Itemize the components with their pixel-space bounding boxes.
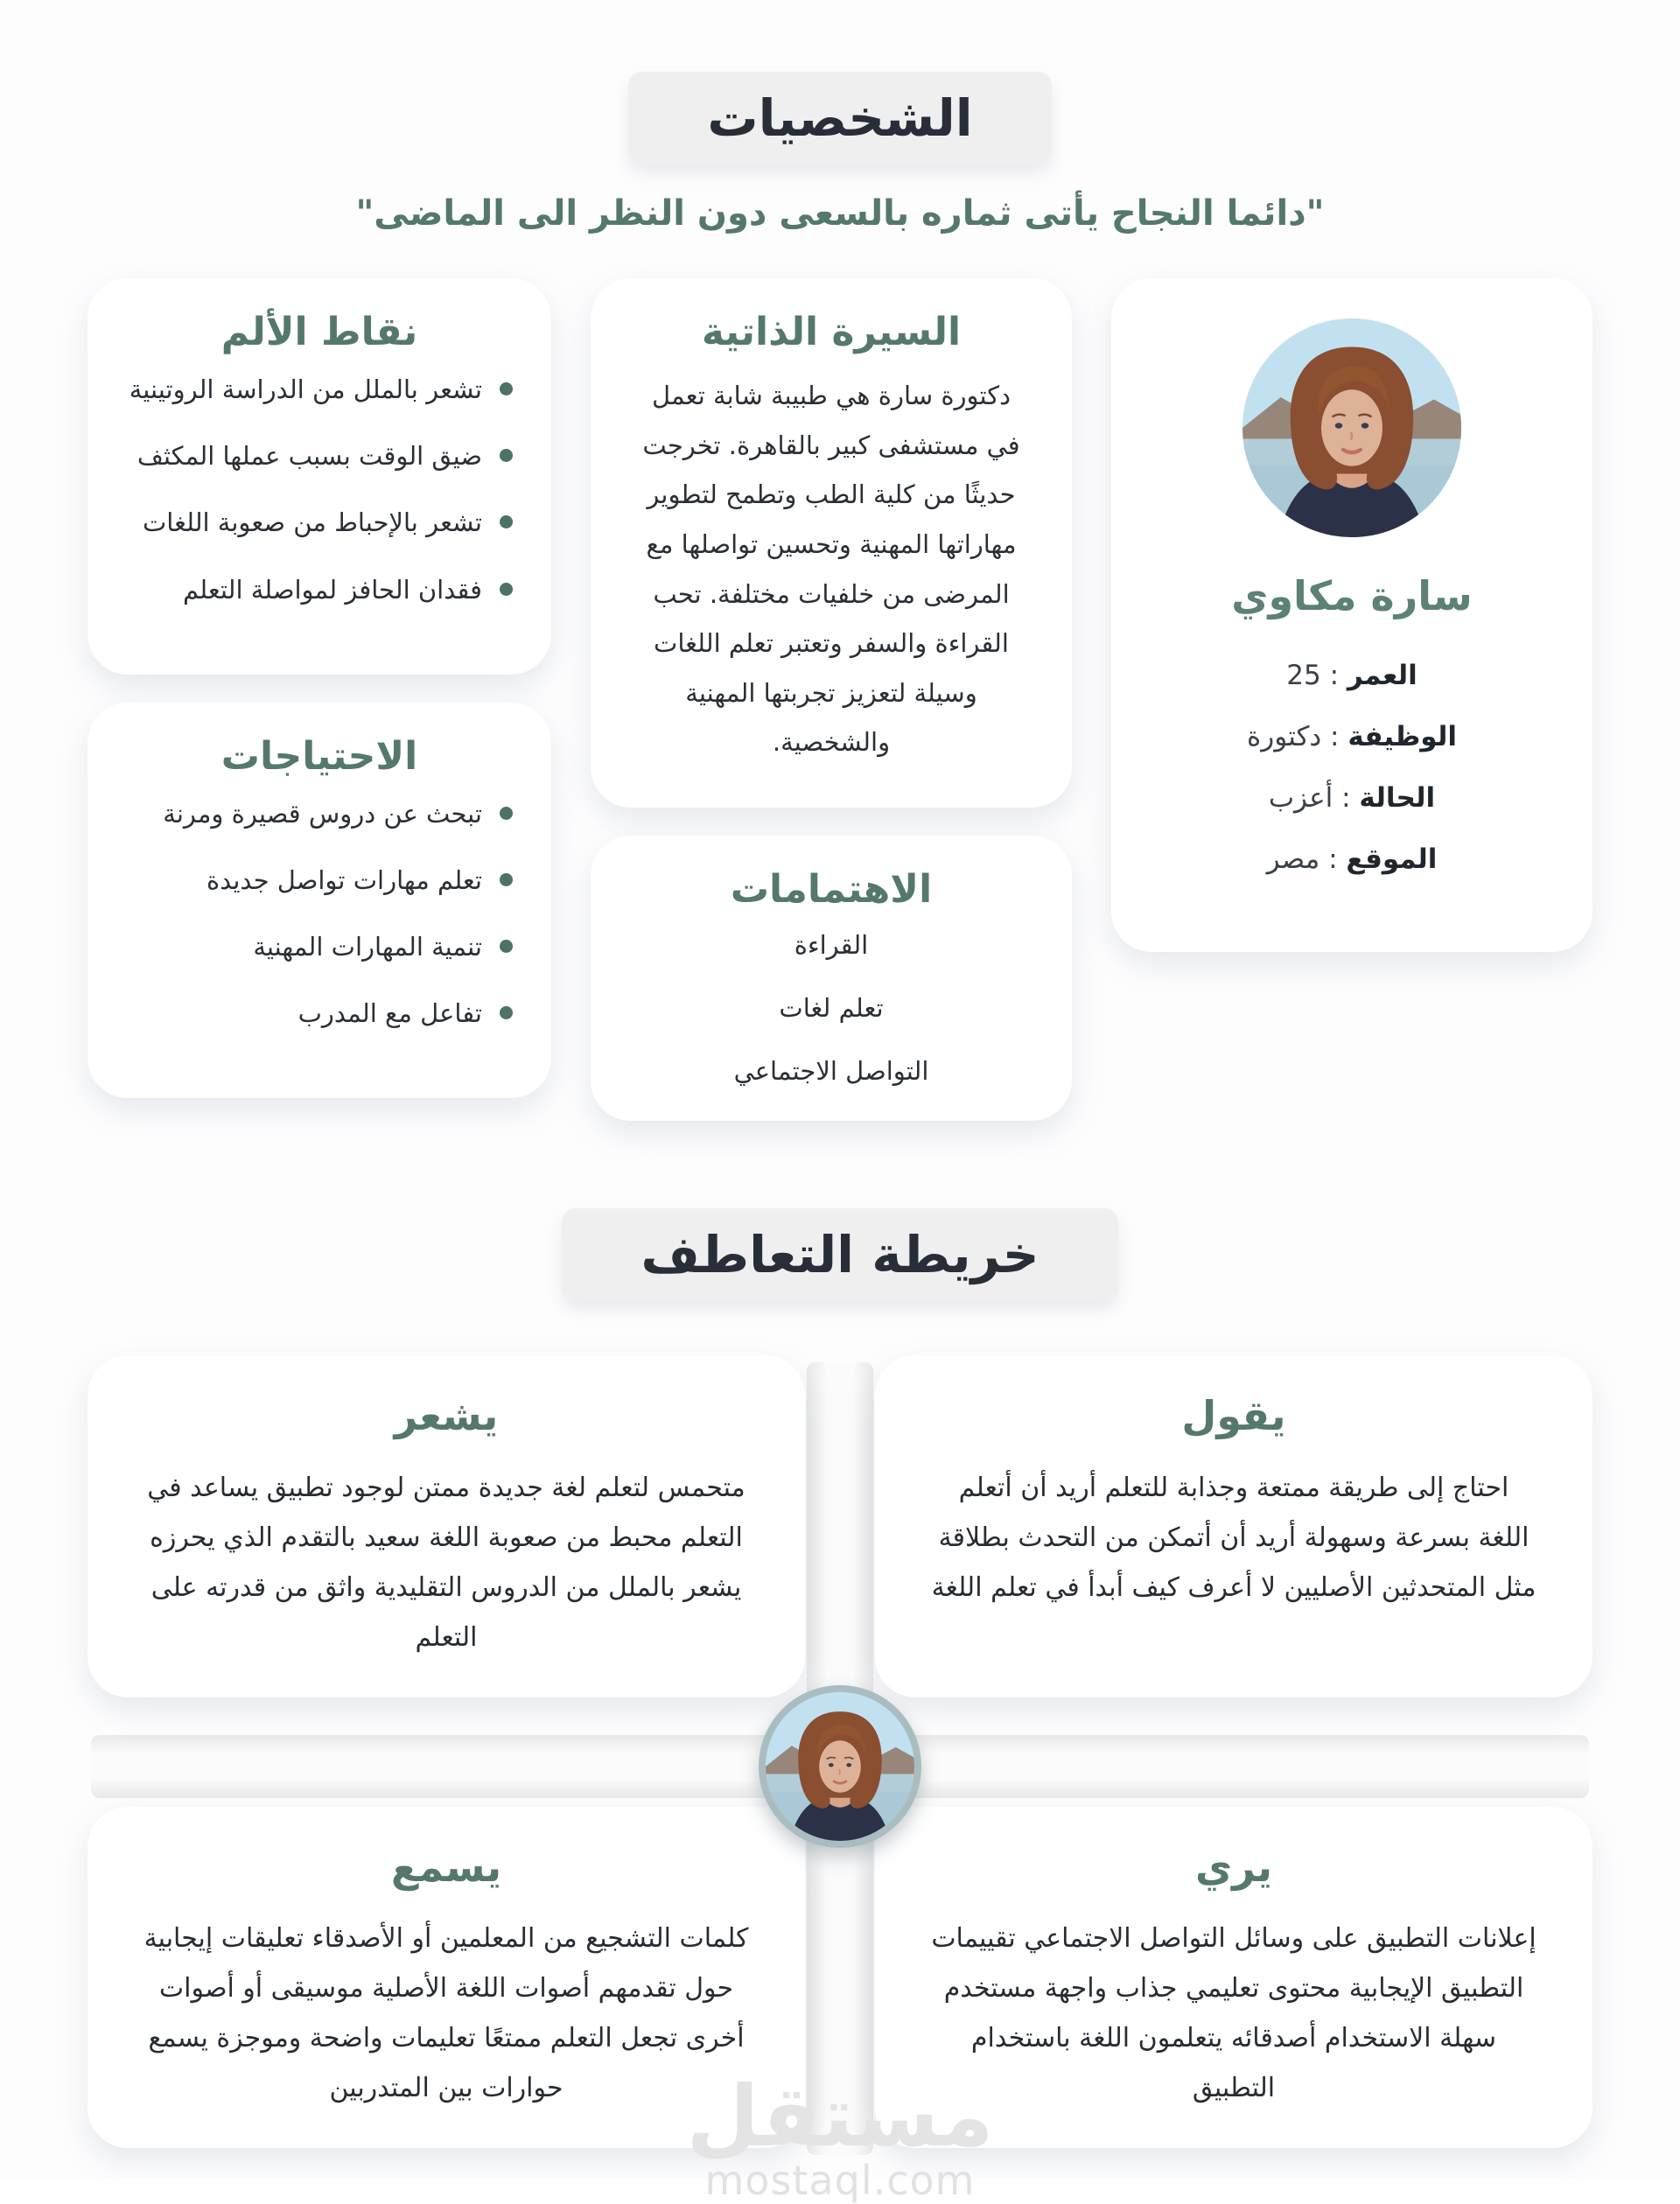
needs-card	[88, 703, 551, 1099]
detail-value: مصر	[1266, 843, 1320, 875]
list-item: تعلم مهارات تواصل جديدة	[114, 862, 513, 899]
pain-points-list	[88, 371, 551, 674]
list-item: ضيق الوقت بسبب عملها المكثف	[114, 437, 513, 474]
interests-list	[591, 930, 1072, 1121]
persona-details	[1146, 660, 1558, 875]
bullet-icon	[500, 583, 513, 596]
persona-quote: "دائما النجاح يأتى ثماره بالسعى دون النظر الى الماضى"	[355, 193, 1325, 234]
bullet-icon	[500, 449, 513, 462]
interest-item: القراءة	[794, 930, 869, 961]
detail-separator: :	[1320, 660, 1348, 691]
persona-detail-row	[1146, 843, 1558, 875]
section-title-personas: الشخصيات	[628, 72, 1051, 164]
list-item: تشعر بالملل من الدراسة الروتينية	[114, 371, 513, 408]
bullet-icon	[500, 940, 513, 953]
detail-separator: :	[1333, 782, 1360, 814]
detail-separator: :	[1321, 721, 1348, 752]
bullet-icon	[500, 515, 513, 528]
empathy-card-sees	[875, 1807, 1592, 2149]
detail-label: الموقع	[1346, 843, 1438, 875]
bullet-icon	[500, 1006, 513, 1019]
bullet-icon	[500, 382, 513, 395]
needs-title: الاحتياجات	[220, 733, 418, 779]
bio-title: السيرة الذاتية	[701, 310, 962, 354]
empathy-hears-text: كلمات التشجيع من المعلمين أو الأصدقاء تعليقات إيجابية حول تقدمهم أصوات اللغة الأصلية موسيقى أو أصوات أخرى تجعل التعلم ممتعًا تعليمات واضحة وموجزة يسمع حوارات بين المتدربين	[144, 1923, 749, 2104]
list-item: تبحث عن دروس قصيرة ومرنة	[114, 795, 513, 832]
detail-label: الوظيفة	[1348, 721, 1457, 752]
detail-label: العمر	[1347, 660, 1418, 691]
list-item: فقدان الحافز لمواصلة التعلم	[114, 571, 513, 608]
detail-value: أعزب	[1268, 782, 1334, 814]
mostaql-logo: مستقل	[686, 2068, 994, 2166]
empathy-feels-title: يشعر	[394, 1392, 499, 1440]
persona-detail-row	[1146, 782, 1558, 814]
list-item: تفاعل مع المدرب	[114, 995, 513, 1032]
empathy-badge-wrap	[0, 1208, 1680, 1301]
interests-card	[591, 836, 1072, 1121]
detail-label: الحالة	[1359, 782, 1436, 814]
interests-title: الاهتمامات	[730, 866, 933, 912]
personas-grid	[88, 278, 1592, 1121]
empathy-says-text: احتاج إلى طريقة ممتعة وجذابة للتعلم أريد أن أتعلم اللغة بسرعة وسهولة أريد أن أتمكن من التحدث بطلاقة مثل المتحدثين الأصليين لا أعرف كيف أبدأ في تعلم اللغة	[931, 1472, 1536, 1603]
mostaql-domain: mostaql.com	[704, 2157, 976, 2204]
left-column	[88, 278, 551, 1098]
empathy-map	[88, 1355, 1592, 2204]
interest-item: تعلم لغات	[779, 993, 884, 1024]
list-item: تنمية المهارات المهنية	[114, 928, 513, 965]
empathy-card-says	[875, 1355, 1592, 1697]
persona-identity-card	[1111, 278, 1592, 952]
pain-points-title: نقاط الألم	[220, 310, 418, 354]
persona-avatar	[1242, 318, 1461, 537]
empathy-sees-text: إعلانات التطبيق على وسائل التواصل الاجتماعي تقييمات التطبيق الإيجابية محتوى تعليمي جذاب واجهة مستخدم سهلة الاستخدام أصدقائه يتعلمون اللغة باستخدام التطبيق	[931, 1923, 1536, 2104]
bio-text: دكتورة سارة هي طبيبة شابة تعمل في مستشفى كبير بالقاهرة. تخرجت حديثًا من كلية الطب وتطمح لتطوير مهاراتها المهنية وتحسين تواصلها مع المرضى من خلفيات مختلفة. تحب القراءة والسفر وتعتبر تعلم اللغات وسيلة لتعزيز تجربتها المهنية والشخصية.	[642, 381, 1020, 758]
empathy-card-hears	[88, 1807, 805, 2149]
pain-points-card	[88, 278, 551, 675]
bullet-icon	[500, 807, 513, 820]
empathy-hears-title: يسمع	[390, 1843, 502, 1891]
persona-detail-row	[1146, 721, 1558, 752]
empathy-sees-title: يري	[1194, 1843, 1273, 1891]
persona-detail-row	[1146, 660, 1558, 691]
empathy-says-title: يقول	[1181, 1392, 1286, 1440]
bio-card	[591, 278, 1072, 808]
detail-separator: :	[1320, 843, 1347, 875]
middle-column	[591, 278, 1072, 1121]
portrait-photo-icon	[766, 1692, 914, 1841]
empathy-feels-text: متحمس لتعلم لغة جديدة ممتن لوجود تطبيق يساعد في التعلم محبط من صعوبة اللغة سعيد بالتقدم الذي يحرزه يشعر بالملل من الدروس التقليدية واثق من قدرته على التعلم	[147, 1472, 746, 1653]
bullet-icon	[500, 873, 513, 886]
empathy-center-avatar	[759, 1685, 921, 1848]
section-title-empathy-map: خريطة التعاطف	[562, 1208, 1117, 1301]
detail-value: دكتورة	[1247, 721, 1322, 752]
list-item: تشعر بالإحباط من صعوبة اللغات	[114, 504, 513, 541]
interest-item: التواصل الاجتماعي	[733, 1056, 929, 1087]
empathy-card-feels	[88, 1355, 805, 1697]
portrait-photo-icon	[1242, 318, 1461, 537]
detail-value: 25	[1286, 660, 1321, 691]
persona-name: سارة مكاوي	[1231, 572, 1473, 619]
needs-list	[88, 795, 551, 1098]
